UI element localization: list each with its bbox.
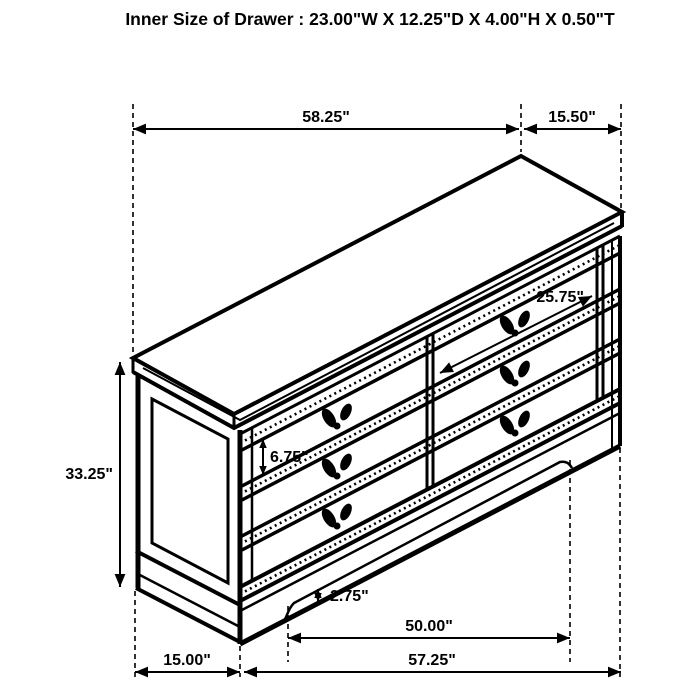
dim-top-width bbox=[133, 109, 519, 129]
dim-base-depth bbox=[135, 652, 240, 672]
dresser-side-panel bbox=[136, 376, 240, 642]
base-molding-top bbox=[240, 403, 620, 601]
base-molding-step bbox=[240, 413, 620, 611]
dim-foot-clearance-span-label: 50.00" bbox=[405, 618, 453, 635]
dim-base-depth-label: 15.00" bbox=[163, 652, 211, 669]
dim-foot-height bbox=[318, 588, 369, 605]
dim-top-depth-label: 15.50" bbox=[548, 109, 596, 126]
diagram-title: Inner Size of Drawer : 23.00"W X 12.25"D X 4.00"H X 0.50"T bbox=[125, 9, 615, 29]
dresser-illustration bbox=[133, 156, 622, 644]
dim-top-width-label: 58.25" bbox=[302, 109, 350, 126]
base-bead bbox=[240, 396, 620, 594]
dim-foot-height-label: 2.75" bbox=[330, 588, 369, 605]
base-bottom-edge bbox=[240, 446, 620, 644]
dim-overall-height bbox=[65, 362, 120, 587]
dim-drawer-face-height-label: 6.75" bbox=[270, 449, 309, 466]
dim-base-width-label: 57.25" bbox=[408, 652, 456, 669]
dim-top-depth bbox=[524, 109, 621, 129]
dim-drawer-width-label: 25.75" bbox=[536, 289, 584, 306]
drawer-row3-bottom-edge bbox=[240, 389, 620, 587]
dim-foot-clearance-span bbox=[288, 618, 570, 638]
side-recessed-panel bbox=[152, 399, 228, 583]
dim-overall-height-label: 33.25" bbox=[65, 466, 113, 483]
dim-base-width bbox=[244, 652, 621, 672]
